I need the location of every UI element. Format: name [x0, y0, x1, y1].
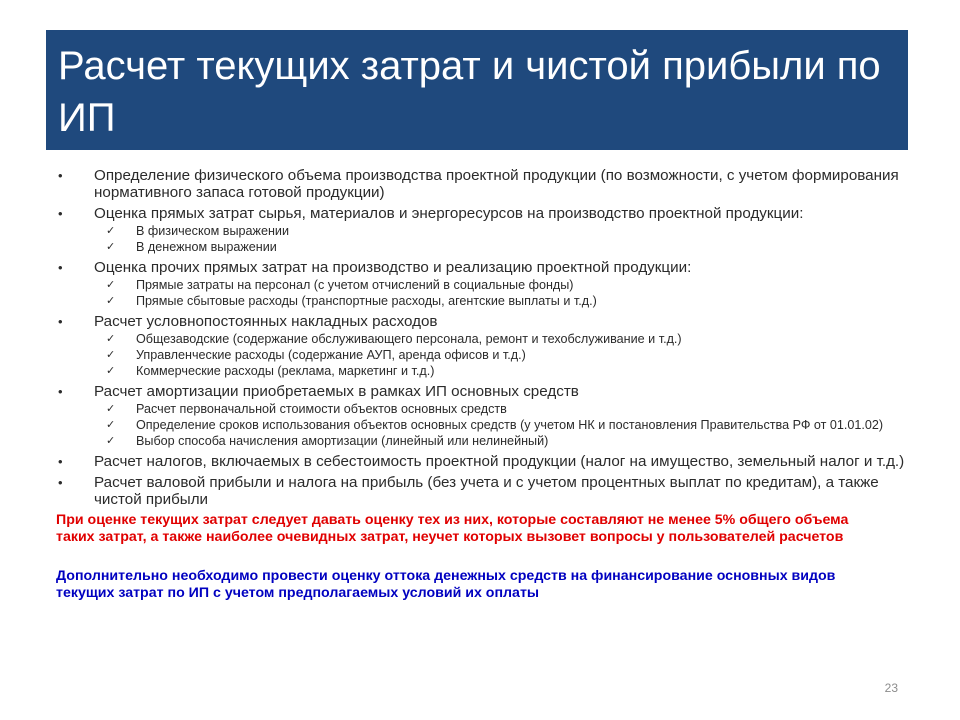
sub-item	[94, 418, 906, 433]
sub-item	[94, 332, 906, 347]
bullet-icon: •	[58, 206, 63, 221]
slide-content	[56, 167, 906, 602]
slide-title: Расчет текущих затрат и чистой прибыли по ИП	[58, 44, 881, 140]
sub-item-text: Определение сроков использования объектов основных средств (у учетом НК и постановления Правительства РФ от 01.01.02)	[136, 418, 884, 432]
bullet-item	[56, 453, 906, 470]
bullet-text: Расчет налогов, включаемых в себестоимость проектной продукции (налог на имущество, земельный налог и т.д.)	[94, 453, 905, 470]
sub-item	[94, 278, 906, 293]
bullet-text: Расчет амортизации приобретаемых в рамках ИП основных средств	[94, 383, 579, 400]
bullet-text: Оценка прямых затрат сырья, материалов и энергоресурсов на производство проектной продукции:	[94, 205, 804, 222]
sub-list	[94, 278, 906, 309]
checkmark-icon: ✓	[106, 241, 116, 253]
checkmark-icon: ✓	[106, 419, 116, 431]
sub-item-text: В физическом выражении	[136, 224, 289, 238]
checkmark-icon: ✓	[106, 435, 116, 447]
bullet-text: Расчет условнопостоянных накладных расходов	[94, 313, 438, 330]
checkmark-icon: ✓	[106, 349, 116, 361]
page-number: 23	[884, 681, 898, 695]
bullet-item	[56, 205, 906, 255]
bullet-item	[56, 474, 906, 508]
bullet-text: Расчет валовой прибыли и налога на прибыль (без учета и с учетом процентных выплат по кредитам), а также чистой прибыли	[94, 474, 879, 508]
sub-item-text: В денежном выражении	[136, 240, 277, 254]
title-bar	[46, 30, 908, 150]
checkmark-icon: ✓	[106, 333, 116, 345]
sub-list	[94, 402, 906, 449]
bullet-icon: •	[58, 168, 63, 183]
bullet-list	[56, 167, 906, 508]
bullet-text: Оценка прочих прямых затрат на производство и реализацию проектной продукции:	[94, 259, 692, 276]
sub-item	[94, 294, 906, 309]
checkmark-icon: ✓	[106, 225, 116, 237]
sub-list	[94, 224, 906, 255]
bullet-icon: •	[58, 314, 63, 329]
bullet-icon: •	[58, 454, 63, 469]
checkmark-icon: ✓	[106, 279, 116, 291]
bullet-item	[56, 167, 906, 201]
bullet-item	[56, 259, 906, 309]
sub-item	[94, 224, 906, 239]
sub-item	[94, 348, 906, 363]
checkmark-icon: ✓	[106, 365, 116, 377]
sub-item-text: Коммерческие расходы (реклама, маркетинг и т.д.)	[136, 364, 435, 378]
sub-item-text: Общезаводские (содержание обслуживающего персонала, ремонт и техобслуживание и т.д.)	[136, 332, 682, 346]
sub-item-text: Управленческие расходы (содержание АУП, аренда офисов и т.д.)	[136, 348, 526, 362]
bullet-item	[56, 313, 906, 379]
bullet-icon: •	[58, 475, 63, 490]
bullet-item	[56, 383, 906, 449]
sub-list	[94, 332, 906, 379]
sub-item-text: Выбор способа начисления амортизации (линейный или нелинейный)	[136, 434, 549, 448]
checkmark-icon: ✓	[106, 403, 116, 415]
bullet-icon: •	[58, 384, 63, 399]
sub-item-text: Прямые сбытовые расходы (транспортные расходы, агентские выплаты и т.д.)	[136, 294, 597, 308]
sub-item	[94, 240, 906, 255]
bullet-text: Определение физического объема производства проектной продукции (по возможности, с учетом формирования нормативного запаса готовой продукции)	[94, 167, 899, 201]
bullet-icon: •	[58, 260, 63, 275]
sub-item	[94, 364, 906, 379]
sub-item	[94, 402, 906, 417]
sub-item-text: Расчет первоначальной стоимости объектов основных средств	[136, 402, 507, 416]
sub-item-text: Прямые затраты на персонал (с учетом отчислений в социальные фонды)	[136, 278, 574, 292]
checkmark-icon: ✓	[106, 295, 116, 307]
sub-item	[94, 434, 906, 449]
blue-note: Дополнительно необходимо провести оценку оттока денежных средств на финансирование основных видов текущих затрат по ИП с учетом предполагаемых условий их оплаты	[56, 568, 836, 601]
red-note: При оценке текущих затрат следует давать оценку тех из них, которые составляют не менее 5% общего объема таких затрат, а также наиболее очевидных затрат, неучет которых вызовет вопросы у пользователей расчетов	[56, 512, 849, 545]
